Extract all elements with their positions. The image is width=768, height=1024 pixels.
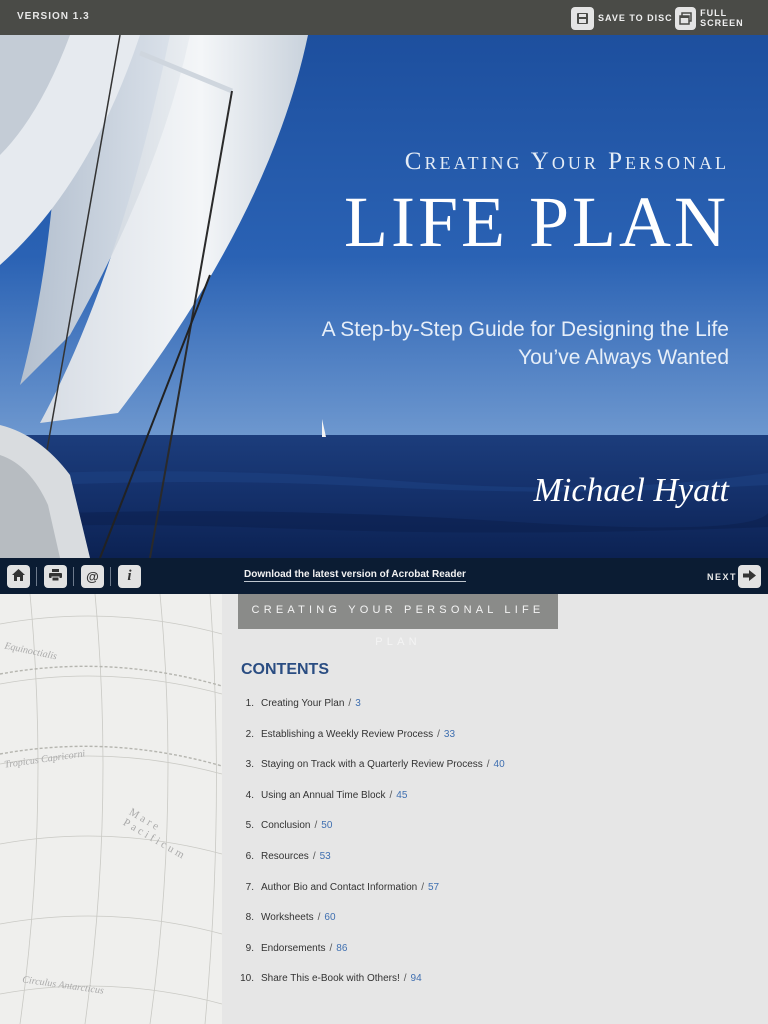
cover-kicker: Creating Your Personal xyxy=(404,148,729,175)
cover-author: Michael Hyatt xyxy=(533,472,729,509)
arrow-right-icon xyxy=(743,568,756,586)
toc-title: Endorsements xyxy=(261,942,326,954)
toc-separator: / xyxy=(348,698,352,709)
home-icon xyxy=(12,568,25,586)
toc-page-link[interactable]: 60 xyxy=(324,912,336,924)
print-icon xyxy=(49,568,62,586)
map-label: Equinoctialis xyxy=(3,640,58,663)
toc-page-link[interactable]: 94 xyxy=(410,973,422,985)
save-to-disc-button[interactable] xyxy=(571,6,673,30)
toc-separator: / xyxy=(389,789,393,801)
toc-number: 2. xyxy=(245,728,254,740)
home-button[interactable] xyxy=(7,565,30,588)
toc-number: 9. xyxy=(245,942,254,954)
email-icon: @ xyxy=(86,569,99,584)
toc-separator: / xyxy=(421,881,424,893)
toc-title: Author Bio and Contact Information xyxy=(261,881,418,893)
info-button[interactable] xyxy=(118,565,141,588)
navigation-bar xyxy=(0,558,768,594)
toc-number: 5. xyxy=(245,820,254,832)
toc-number: 3. xyxy=(245,759,254,771)
toc-number: 6. xyxy=(245,850,254,862)
toc-page-link[interactable]: 3 xyxy=(355,698,361,709)
toc-page-link[interactable]: 50 xyxy=(321,820,333,832)
full-screen-icon xyxy=(675,7,696,30)
nav-divider xyxy=(110,567,111,586)
map-label: Circulus Antarcticus xyxy=(21,974,105,997)
toc-page-link[interactable]: 40 xyxy=(493,759,505,771)
toc-page-link[interactable]: 53 xyxy=(319,850,331,862)
full-screen-label: FULL SCREEN xyxy=(700,8,744,28)
toc-separator: / xyxy=(486,759,490,771)
toc-number: 4. xyxy=(245,789,254,801)
next-label: NEXT xyxy=(707,572,738,582)
toc-title: Share This e-Book with Others! xyxy=(261,973,400,985)
toc-page-link[interactable]: 45 xyxy=(396,789,408,801)
map-label: Tropicus Capricorni xyxy=(3,748,86,771)
toc-separator: / xyxy=(317,912,321,924)
contents-heading: CONTENTS xyxy=(241,661,329,678)
next-button[interactable] xyxy=(738,565,761,588)
toc-title: Worksheets xyxy=(261,912,314,924)
toc-separator: / xyxy=(314,820,318,832)
acrobat-download-link[interactable]: Download the latest version of Acrobat Reader xyxy=(244,569,466,580)
toc-separator: / xyxy=(329,942,333,954)
toc-number: 8. xyxy=(245,912,254,924)
toc-title: Resources xyxy=(261,850,309,862)
print-button[interactable] xyxy=(44,565,67,588)
toc-title: Establishing a Weekly Review Process xyxy=(261,728,434,740)
nav-divider xyxy=(73,567,74,586)
toc-separator: / xyxy=(403,973,407,985)
disk-icon xyxy=(571,7,594,30)
toc-title: Creating Your Plan xyxy=(261,698,345,709)
cover-image xyxy=(0,35,768,558)
toc-title: Staying on Track with a Quarterly Review Process xyxy=(261,759,483,771)
page-banner: CREATING YOUR PERSONAL LIFE PLAN xyxy=(238,594,558,629)
version-label: VERSION 1.3 xyxy=(17,11,90,22)
toc-number: 1. xyxy=(245,698,254,709)
toc-separator: / xyxy=(312,850,316,862)
toc-number: 7. xyxy=(245,881,254,893)
antique-map-decoration xyxy=(0,594,222,1024)
toc-number: 10. xyxy=(240,973,254,985)
toc-title: Using an Annual Time Block xyxy=(261,789,386,801)
toc-separator: / xyxy=(437,728,440,740)
info-icon: i xyxy=(127,568,132,584)
map-label: Mare Pacificum xyxy=(120,806,189,863)
toc-title: Conclusion xyxy=(261,820,311,832)
toc-page-link[interactable]: 86 xyxy=(336,942,348,954)
email-button[interactable] xyxy=(81,565,104,588)
nav-divider xyxy=(36,567,37,586)
toc-page-link[interactable]: 57 xyxy=(427,881,440,893)
contents-page xyxy=(0,594,768,1024)
cover-title: LIFE PLAN xyxy=(344,182,729,262)
toc-page-link[interactable]: 33 xyxy=(443,728,456,740)
full-screen-button[interactable] xyxy=(675,6,768,30)
save-to-disc-label: SAVE TO DISC xyxy=(598,13,673,23)
cover-subtitle: A Step-by-Step Guide for Designing the Life You’ve Always Wanted xyxy=(321,318,729,369)
top-toolbar xyxy=(0,0,768,35)
